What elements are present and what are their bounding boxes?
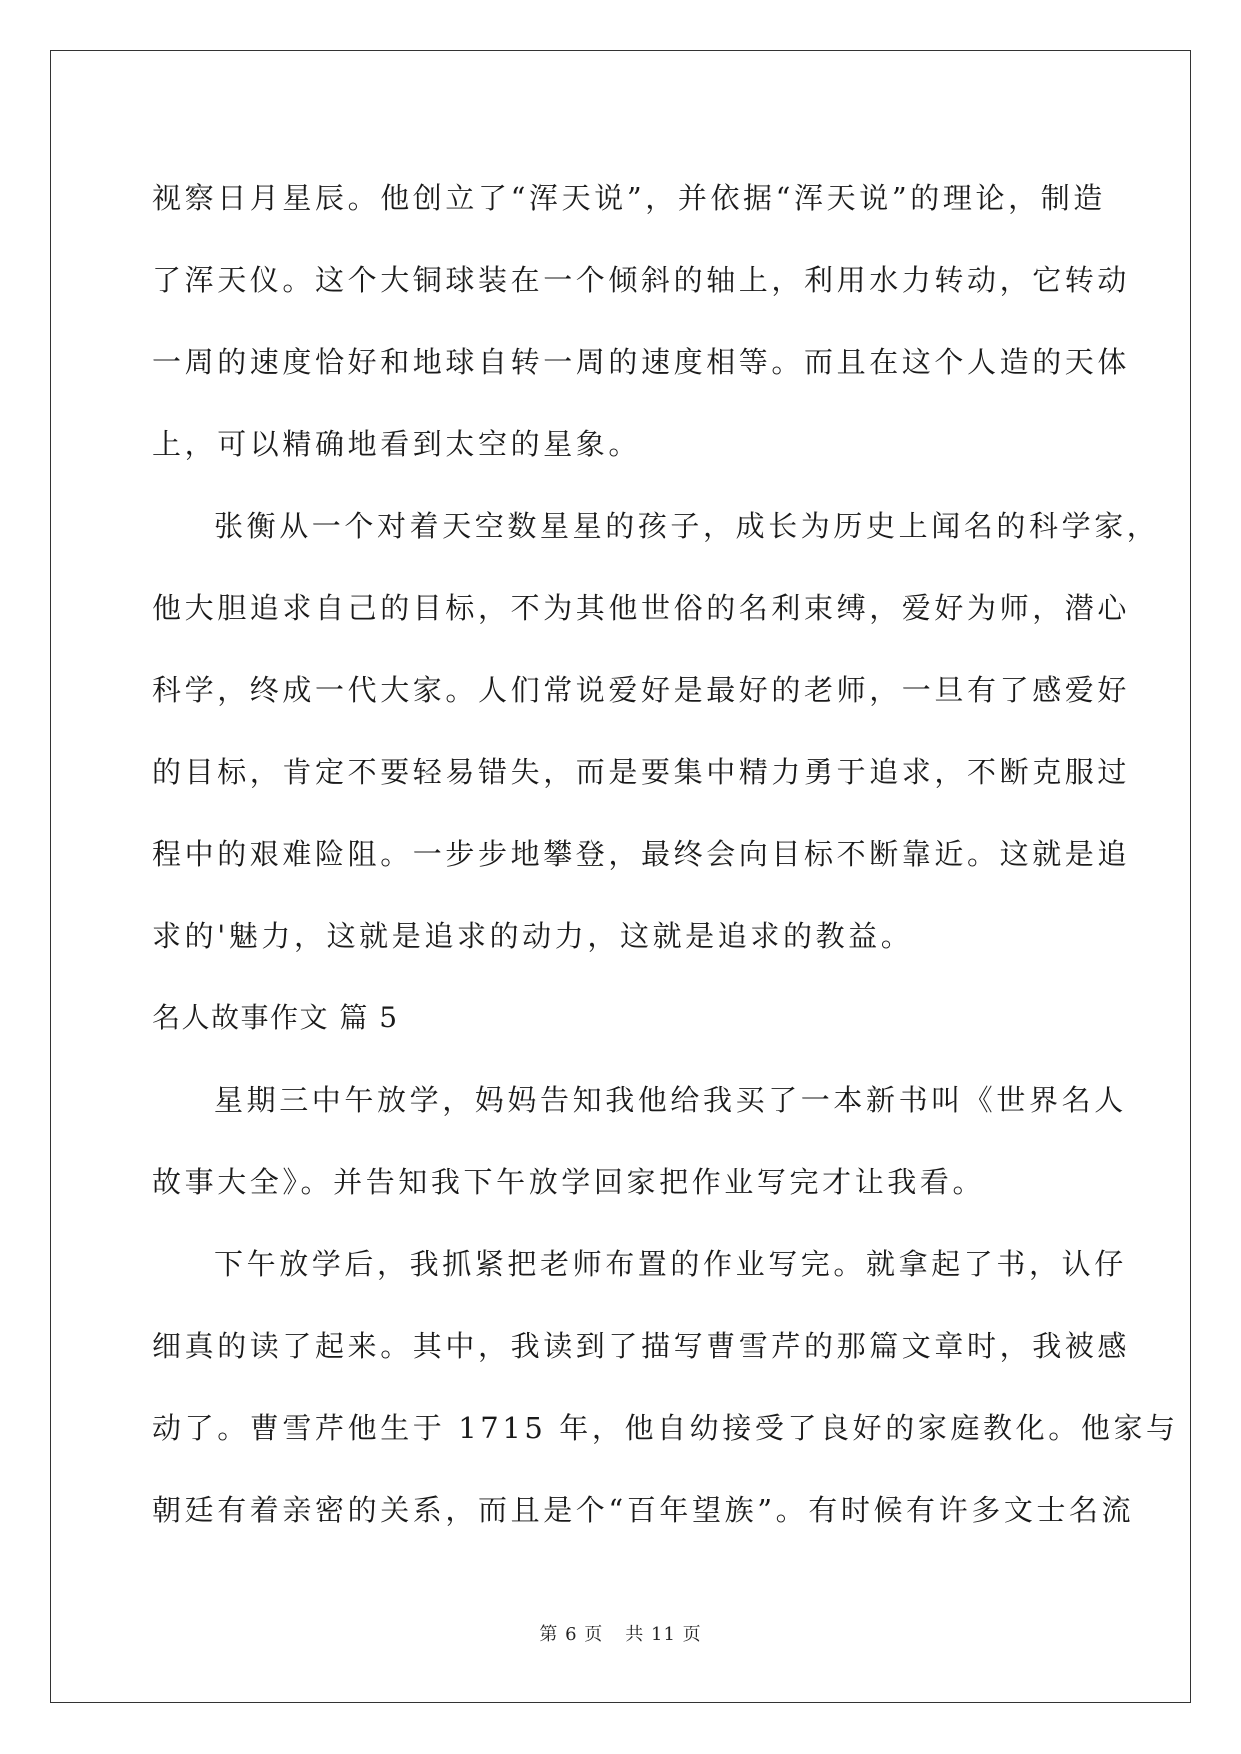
text-line: 求的'魅力，这就是追求的动力，这就是追求的教益。 (152, 919, 914, 953)
text-line: 故事大全》。并告知我下午放学回家把作业写完才让我看。 (152, 1165, 986, 1199)
text-line: 张衡从一个对着天空数星星的孩子，成长为历史上闻名的科学家， (214, 509, 1160, 543)
text-line: 细真的读了起来。其中，我读到了描写曹雪芹的那篇文章时，我被感 (152, 1329, 1131, 1363)
text-line: 他大胆追求自己的目标，不为其他世俗的名利束缚，爱好为师，潜心 (152, 591, 1131, 625)
text-line: 星期三中午放学，妈妈告知我他给我买了一本新书叫《世界名人 (214, 1083, 1127, 1117)
page-number: 第 6 页 (539, 1624, 604, 1645)
text-line: 的目标，肯定不要轻易错失，而是要集中精力勇于追求，不断克服过 (152, 755, 1131, 789)
document-body (152, 157, 1179, 1551)
text-line: 动了。曹雪芹他生于 1715 年，他自幼接受了良好的家庭教化。他家与 (152, 1411, 1179, 1445)
text-line: 朝廷有着亲密的关系，而且是个“百年望族”。有时候有许多文士名流 (152, 1493, 1135, 1527)
text-line: 视察日月星辰。他创立了“浑天说”，并依据“浑天说”的理论，制造 (152, 181, 1106, 215)
text-line: 科学，终成一代大家。人们常说爱好是最好的老师，一旦有了感爱好 (152, 673, 1131, 707)
text-line: 了浑天仪。这个大铜球装在一个倾斜的轴上，利用水力转动，它转动 (152, 263, 1131, 297)
page-total: 共 11 页 (625, 1624, 702, 1645)
text-line: 程中的艰难险阻。一步步地攀登，最终会向目标不断靠近。这就是追 (152, 837, 1131, 871)
page-footer (0, 1620, 1241, 1646)
text-line: 上，可以精确地看到太空的星象。 (152, 427, 642, 461)
text-line: 一周的速度恰好和地球自转一周的速度相等。而且在这个人造的天体 (152, 345, 1131, 379)
section-heading: 名人故事作文 篇 5 (152, 1001, 399, 1034)
text-line: 下午放学后，我抓紧把老师布置的作业写完。就拿起了书，认仔 (214, 1247, 1127, 1281)
